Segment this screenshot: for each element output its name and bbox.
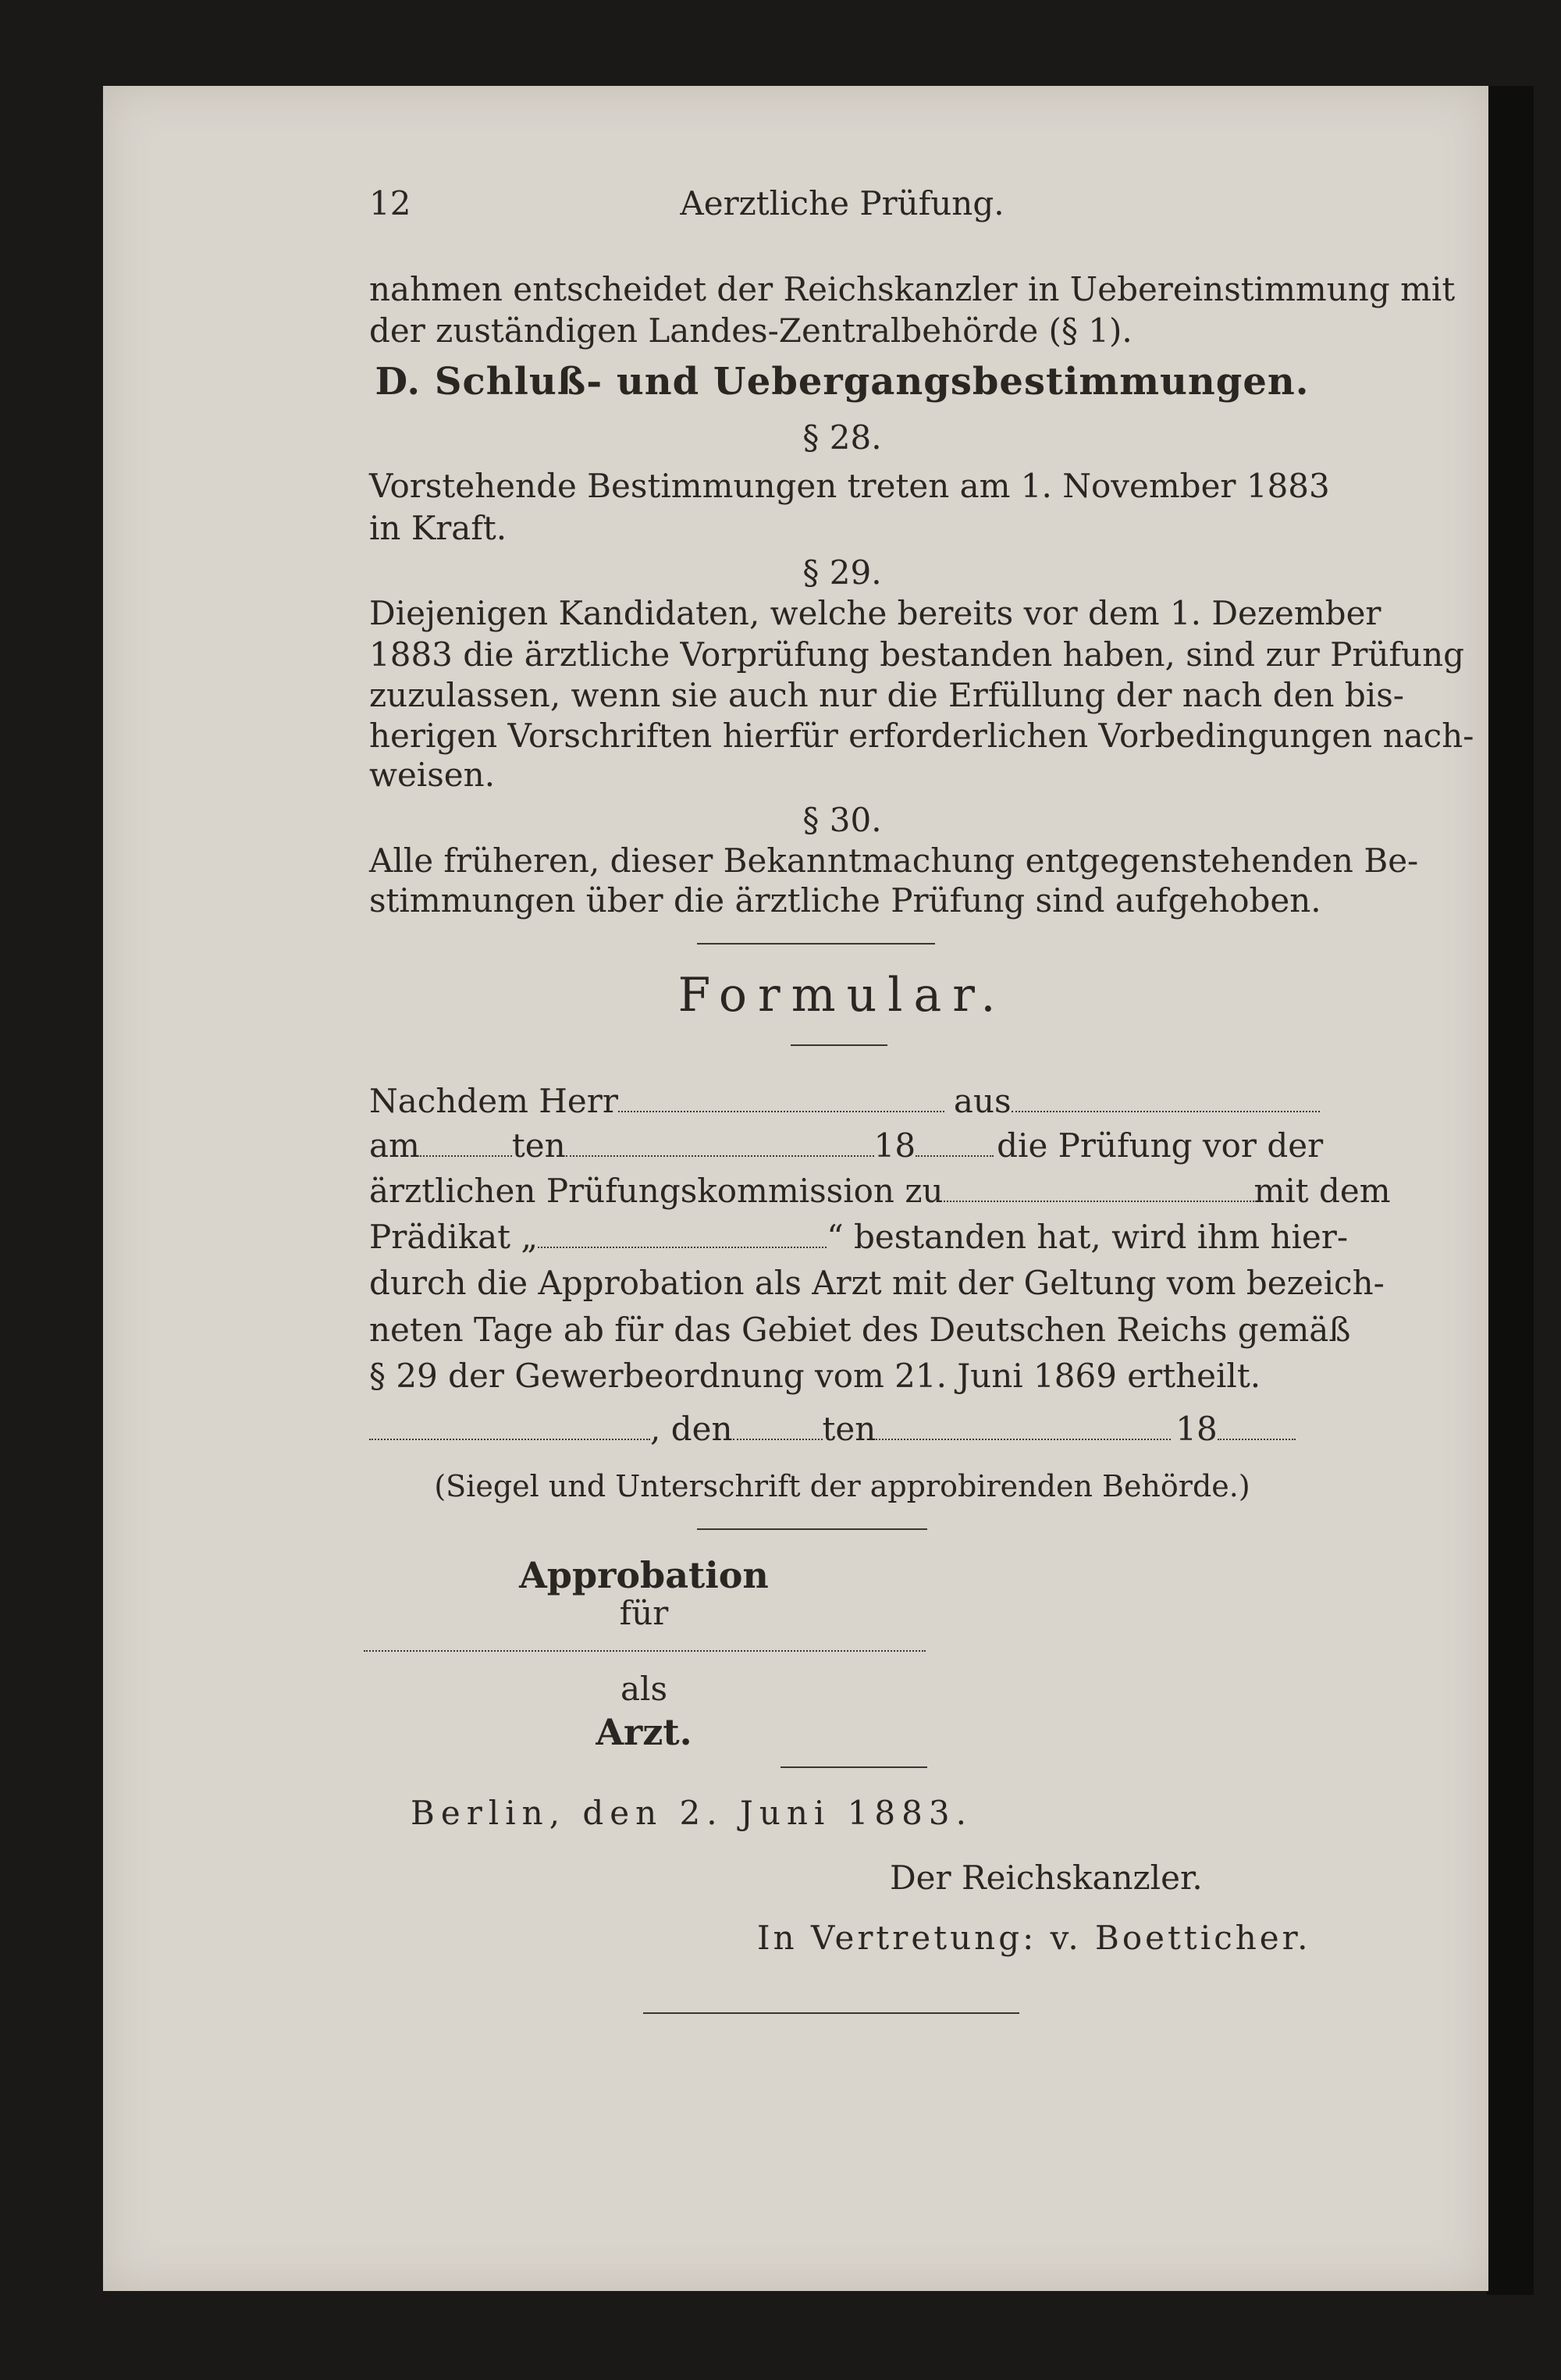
form-text-mit-dem: mit dem (1253, 1172, 1391, 1210)
formular-title: Formular. (677, 968, 1007, 1023)
blank-year-field (916, 1139, 994, 1157)
approbation-fuer: für (619, 1594, 669, 1632)
blank-place-field (369, 1422, 650, 1440)
blank-month-field (566, 1139, 874, 1157)
form-text-kommission: ärztlichen Prüfungskommission zu (369, 1172, 944, 1210)
approbation-als: als (620, 1670, 668, 1708)
divider-rule (697, 943, 935, 945)
approbation-arzt: Arzt. (596, 1711, 692, 1753)
blank-place-field (944, 1184, 1254, 1202)
form-text-year: 18 (1175, 1410, 1218, 1448)
deputy-signature: In Vertretung: v. Boetticher. (757, 1919, 1311, 1957)
blank-month-field (876, 1422, 1171, 1440)
continuation-line-1: nahmen entscheidet der Reichskanzler in Uebereinstimmung mit (369, 270, 1456, 308)
form-label-year: 18 (873, 1126, 916, 1165)
signer: Der Reichskanzler. (890, 1859, 1203, 1897)
continuation-line-2: der zuständigen Landes-Zentralbehörde (§ 1). (369, 311, 1133, 350)
paragraph-29-line-5: weisen. (369, 756, 496, 794)
blank-name-field (618, 1094, 944, 1112)
form-line-3 (369, 1172, 1391, 1210)
blank-year-field (1218, 1422, 1296, 1440)
section-heading: D. Schluß- und Uebergangsbestimmungen. (375, 360, 1310, 404)
paragraph-number-29: § 29. (802, 553, 882, 592)
divider-rule (791, 1044, 887, 1046)
blank-origin-field (1012, 1094, 1320, 1112)
form-text-bestanden: “ bestanden hat, wird ihm hier- (827, 1218, 1349, 1256)
paragraph-number-28: § 28. (802, 418, 882, 457)
approbation-title: Approbation (519, 1554, 769, 1596)
form-text-praedikat: Prädikat „ (369, 1218, 539, 1256)
paragraph-number-30: § 30. (802, 801, 882, 839)
form-label-ten: ten (511, 1126, 566, 1165)
place-date: Berlin, den 2. Juni 1883. (411, 1794, 973, 1832)
blank-grade-field (538, 1230, 827, 1248)
form-line-1 (369, 1082, 1320, 1120)
paragraph-29-line-3: zuzulassen, wenn sie auch nur die Erfüllung der nach den bis- (369, 676, 1404, 714)
paragraph-30-line-1: Alle früheren, dieser Bekanntmachung entgegenstehenden Be- (369, 841, 1419, 880)
form-label-nachdem: Nachdem Herr (369, 1082, 618, 1120)
form-text-den: , den (650, 1410, 733, 1448)
book-edge (1487, 86, 1534, 2295)
form-text-ten: ten (822, 1410, 877, 1448)
paragraph-29-line-1: Diejenigen Kandidaten, welche bereits vor dem 1. Dezember (369, 594, 1381, 632)
form-line-4 (369, 1218, 1349, 1256)
paragraph-28-line-2: in Kraft. (369, 509, 507, 547)
blank-name-line (364, 1644, 926, 1652)
paragraph-30-line-2: stimmungen über die ärztliche Prüfung sind aufgehoben. (369, 881, 1321, 920)
form-line-2 (369, 1126, 1324, 1165)
form-line-6: neten Tage ab für das Gebiet des Deutschen Reichs gemäß (369, 1311, 1351, 1349)
form-line-7: § 29 der Gewerbeordnung vom 21. Juni 1869 ertheilt. (369, 1357, 1261, 1395)
divider-rule (697, 1528, 927, 1530)
form-label-am: am (369, 1126, 420, 1165)
paragraph-28-line-1: Vorstehende Bestimmungen treten am 1. November 1883 (369, 467, 1330, 505)
seal-note: (Siegel und Unterschrift der approbirenden Behörde.) (434, 1469, 1250, 1503)
form-line-5: durch die Approbation als Arzt mit der Geltung vom bezeich- (369, 1264, 1385, 1302)
paragraph-29-line-4: herigen Vorschriften hierfür erforderlichen Vorbedingungen nach- (369, 717, 1474, 755)
paragraph-29-line-2: 1883 die ärztliche Vorprüfung bestanden haben, sind zur Prüfung (369, 635, 1465, 674)
blank-day-field (420, 1139, 512, 1157)
page-number: 12 (369, 184, 411, 222)
form-date-line (369, 1410, 1296, 1448)
form-text-pruefung: die Prüfung vor der (997, 1126, 1324, 1165)
form-label-aus: aus (953, 1082, 1012, 1120)
end-rule (643, 2012, 1019, 2014)
blank-day-field (733, 1422, 823, 1440)
running-title: Aerztliche Prüfung. (680, 184, 1005, 222)
divider-rule (780, 1766, 927, 1768)
